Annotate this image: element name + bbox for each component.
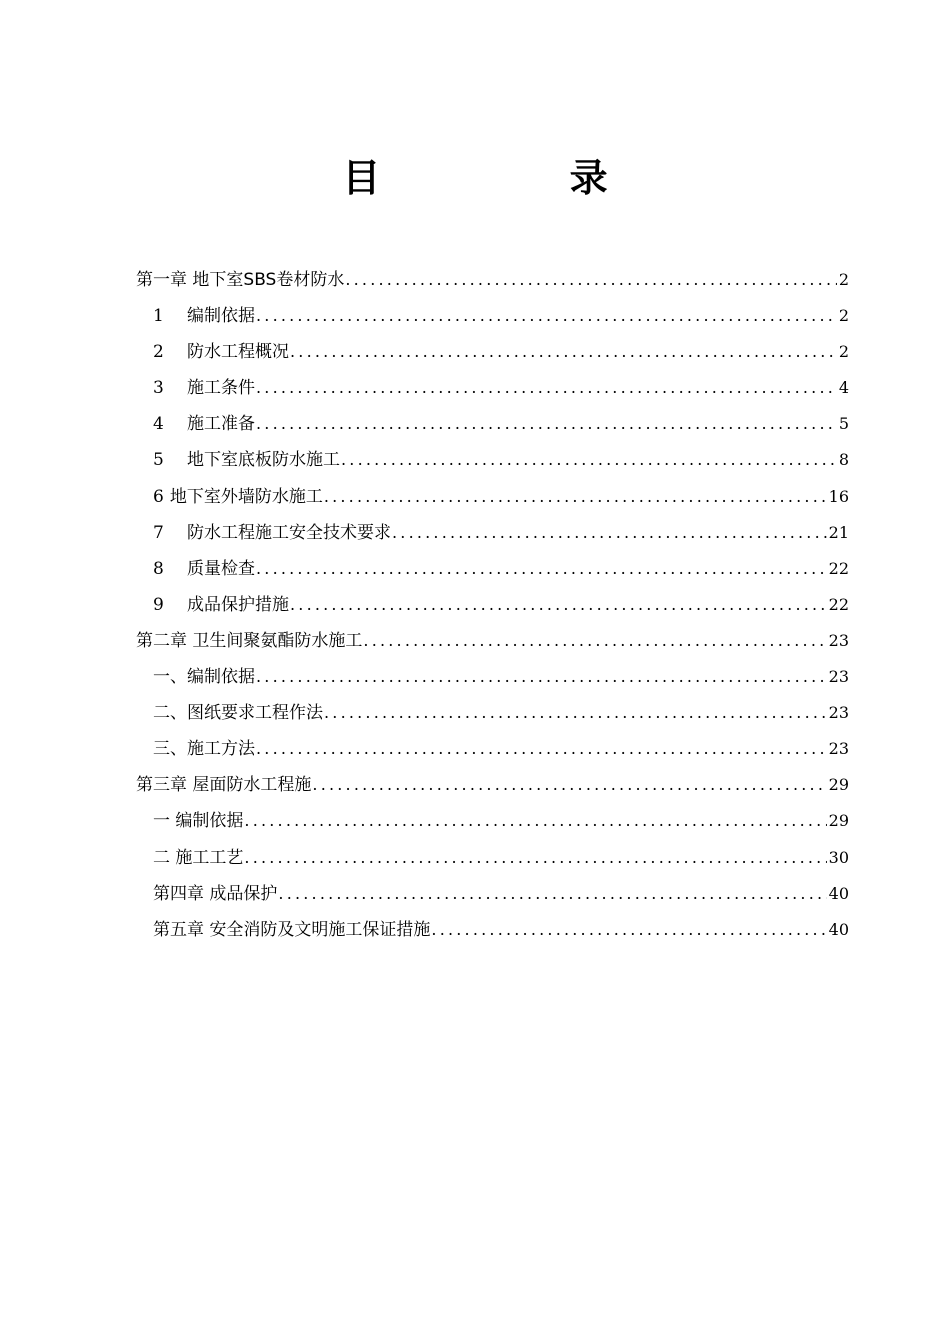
toc-page-number: 23 [828, 667, 849, 687]
toc-dot-leader [431, 912, 826, 948]
toc-entry-text: 施工条件 [187, 378, 255, 399]
toc-page-number: 2 [838, 270, 849, 289]
toc-entry-text: 编制依据 [187, 306, 255, 327]
toc-entry-number: 1 [153, 306, 164, 327]
toc-page-number: 40 [828, 883, 849, 903]
toc-dot-leader [278, 876, 826, 912]
toc-entry-number: 8 [153, 558, 164, 579]
toc-entry-text: 地下室外墙防水施工 [169, 486, 323, 507]
toc-entry-label [153, 370, 255, 406]
toc-page-number: 30 [828, 847, 849, 867]
toc-entry[interactable] [136, 731, 849, 767]
toc-dot-leader [256, 298, 837, 334]
toc-entry-text: 一、编制依据 [153, 667, 255, 688]
toc-entry-label [153, 442, 340, 478]
toc-entry[interactable] [136, 515, 849, 551]
toc-entry[interactable] [136, 551, 849, 587]
toc-entry-label [153, 803, 243, 839]
toc-page-number: 8 [838, 450, 849, 470]
toc-entry-number: 6 [153, 486, 164, 507]
toc-dot-leader [256, 370, 837, 406]
toc-dot-leader [256, 406, 837, 442]
toc-entry[interactable] [136, 262, 849, 298]
toc-dot-leader [341, 442, 837, 478]
toc-entry-label [136, 767, 311, 803]
table-of-contents [136, 262, 849, 948]
toc-dot-leader [324, 695, 827, 731]
toc-page-number: 5 [838, 414, 849, 434]
toc-entry[interactable] [136, 334, 849, 370]
toc-page-number: 23 [828, 630, 849, 650]
toc-page-number: 23 [828, 739, 849, 759]
toc-page-number: 22 [828, 558, 849, 578]
toc-dot-leader [244, 803, 826, 839]
toc-dot-leader [290, 587, 827, 623]
toc-entry-label [136, 262, 344, 298]
toc-entry-label [136, 623, 362, 659]
toc-entry-text: 成品保护措施 [187, 594, 289, 615]
toc-entry-label [153, 695, 323, 731]
toc-entry-text: 质量检查 [187, 558, 255, 579]
toc-entry-text: 二 施工工艺 [153, 847, 244, 868]
toc-page-number: 23 [828, 703, 849, 723]
toc-entry-text: 第三章 屋面防水工程施 [136, 775, 312, 796]
toc-entry-label [153, 406, 255, 442]
toc-entry-label [153, 840, 243, 876]
toc-dot-leader [392, 515, 827, 551]
toc-entry[interactable] [136, 406, 849, 442]
page-title: 目 录 [342, 156, 696, 200]
toc-entry-number: 5 [153, 450, 164, 471]
toc-entry-number: 7 [153, 522, 164, 543]
toc-entry-text: 二、图纸要求工程作法 [153, 703, 323, 724]
toc-entry-text: 第一章 地下室SBS卷材防水 [136, 270, 345, 290]
toc-entry-label [153, 912, 430, 948]
toc-entry-text: 施工准备 [187, 414, 255, 435]
toc-entry-label [153, 298, 255, 334]
toc-dot-leader [324, 479, 827, 515]
toc-entry-text: 第四章 成品保护 [153, 883, 278, 904]
toc-entry-number: 3 [153, 378, 164, 399]
toc-entry-number: 4 [153, 414, 164, 435]
toc-entry-label [153, 731, 255, 767]
toc-dot-leader [363, 623, 826, 659]
toc-dot-leader [244, 840, 826, 876]
toc-dot-leader [312, 767, 826, 803]
toc-entry-text: 第五章 安全消防及文明施工保证措施 [153, 919, 431, 940]
toc-page-number: 22 [828, 594, 849, 614]
toc-page-number: 29 [828, 811, 849, 831]
toc-page-number: 16 [828, 486, 849, 506]
toc-page-number: 2 [838, 306, 849, 326]
toc-entry-text: 三、施工方法 [153, 739, 255, 760]
toc-entry-number: 2 [153, 342, 164, 363]
toc-entry[interactable] [136, 840, 849, 876]
toc-entry[interactable] [136, 695, 849, 731]
toc-page-number: 21 [828, 522, 849, 542]
toc-entry-text: 防水工程概况 [187, 342, 289, 363]
toc-page-number: 29 [828, 775, 849, 795]
toc-entry[interactable] [136, 659, 849, 695]
toc-entry-label [153, 479, 323, 515]
toc-dot-leader [256, 659, 827, 695]
toc-entry-label [153, 551, 255, 587]
toc-entry-text: 地下室底板防水施工 [187, 450, 340, 471]
toc-entry[interactable] [136, 479, 849, 515]
toc-entry-text: 一 编制依据 [153, 811, 244, 832]
toc-entry[interactable] [136, 298, 849, 334]
toc-entry-number: 9 [153, 594, 164, 615]
toc-entry-label [153, 876, 277, 912]
toc-page-number: 4 [838, 378, 849, 398]
toc-dot-leader [256, 731, 827, 767]
toc-entry-text: 防水工程施工安全技术要求 [187, 522, 391, 543]
toc-page-number: 2 [838, 342, 849, 362]
toc-entry-label [153, 587, 289, 623]
toc-entry-label [153, 659, 255, 695]
toc-page-number: 40 [828, 919, 849, 939]
toc-entry-text: 第二章 卫生间聚氨酯防水施工 [136, 630, 363, 651]
toc-dot-leader [345, 262, 836, 298]
toc-entry-label [153, 515, 391, 551]
toc-dot-leader [290, 334, 837, 370]
toc-entry[interactable] [136, 370, 849, 406]
toc-entry[interactable] [136, 587, 849, 623]
toc-entry[interactable] [136, 876, 849, 912]
toc-entry[interactable] [136, 912, 849, 948]
toc-dot-leader [256, 551, 827, 587]
toc-entry[interactable] [136, 767, 849, 803]
toc-entry-label [153, 334, 289, 370]
toc-entry[interactable] [136, 803, 849, 839]
toc-entry[interactable] [136, 623, 849, 659]
toc-entry[interactable] [136, 442, 849, 478]
